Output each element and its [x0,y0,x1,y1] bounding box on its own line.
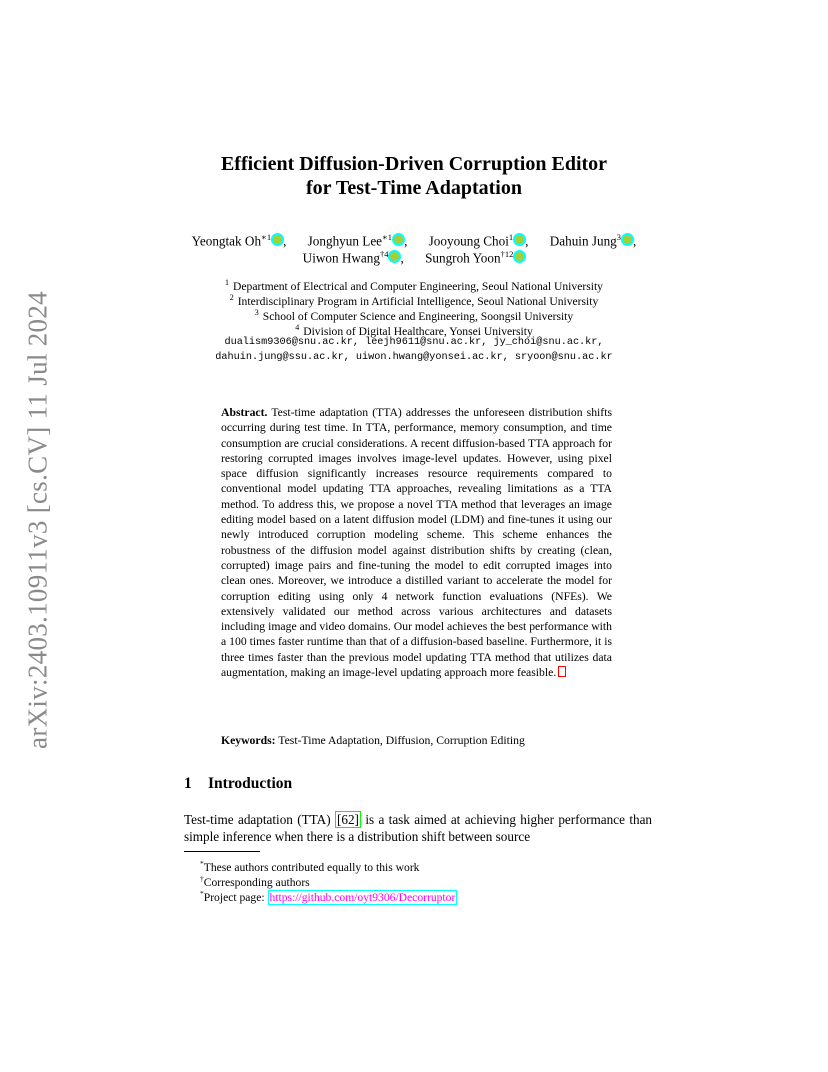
paper-title-line-1: Efficient Diffusion-Driven Corruption Editor [220,153,608,175]
author-emails-line-2: dahuin.jung@ssu.ac.kr, uiwon.hwang@yonsei.ac.kr, sryoon@snu.ac.kr [215,352,613,363]
project-page-link[interactable]: https://github.com/oyt9306/Decorruptor [269,890,456,904]
affiliation: $^4$ Division of Digital Healthcare, Yonsei University [295,323,533,338]
author-list-row-2 [150,246,678,266]
affiliation: $^3$ School of Computer Science and Engineering, Soongsil University [254,308,574,323]
keywords [221,733,612,748]
section-title: Introduction [208,775,293,792]
footnote: *These authors contributed equally to this work [200,859,420,874]
section-number: 1 [184,775,192,792]
intro-paragraph: Test-time adaptation (TTA) [62] is a task aimed at achieving higher performance than simple inference when there is a distribution shift between source [184,812,653,844]
citation-link[interactable]: [62] [336,812,359,827]
author: Uiwon Hwang$^{\dagger 4}$ , [302,249,404,266]
orcid-icon[interactable] [272,234,283,245]
abstract [221,405,612,680]
arxiv-identifier[interactable]: arXiv:2403.10911v3 [cs.CV] 11 Jul 2024 [22,291,53,749]
paper-title-line-2: for Test-Time Adaptation [306,177,522,199]
footnote-divider [184,851,260,852]
orcid-icon[interactable] [622,234,633,245]
abstract-text: Test-time adaptation (TTA) addresses the unforeseen distribution shifts occurring during test time. In TTA, performance, memory consumption, and time consumption are crucial considerations. A recent diffusion-based TTA approach for restoring corrupted images involves image-level updates. However, using pixel space diffusion significantly increases resource requirements compared to conventional model updating TTA approaches, revealing limitations as a TTA method. To address this, we propose a novel TTA method that leverages an image editing model based on a latent diffusion model (LDM) and fine-tunes it using our newly introduced corruption modeling scheme. This scheme enhances the robustness of the diffusion model against distribution shifts by creating (clean, corrupted) image pairs and fine-tuning the model to edit corrupted images into clean ones. Moreover, we introduce a distilled variant to accelerate the model for corruption editing using only 4 network function evaluations (NFEs). We extensively validated our method across various architectures and datasets including image and video domains. Our model achieves the best performance with a 100 times faster runtime than that of a diffusion-based baseline. Furthermore, it is three times faster than the previous model updating TTA method that utilizes data augmentation, making an image-level updating approach more feasible. [221,406,612,680]
author: Yeongtak $Oh^{∗1}$ , [191,232,287,249]
abstract-label: Abstract. [221,406,268,419]
keywords-text: Test-Time Adaptation, Diffusion, Corruption Editing [278,734,525,747]
orcid-icon[interactable] [389,251,400,262]
orcid-icon[interactable] [393,234,404,245]
footnote: †Corresponding authors [200,874,310,889]
author-emails-line-1: dualism9306@snu.ac.kr, leejh9611@snu.ac.kr, jy_choi@snu.ac.kr, [224,337,604,348]
affiliation: $^2$ Interdisciplinary Program in Artificial Intelligence, Seoul National University [229,293,599,308]
keywords-label: Keywords: [221,734,276,747]
author: Dahuin Jung$^3$ , [549,232,637,249]
footnote: *Project page: https://github.com/oyt9306/Decorruptor [200,889,456,904]
section-heading [184,775,292,793]
footnote-link[interactable] [558,666,566,677]
author: Jooyoung Choi$^1$ , [428,232,529,249]
orcid-icon[interactable] [514,251,525,262]
author: Sungroh Yoon$^{\dagger 12}$ [425,246,525,266]
affiliation: $^1$ Department of Electrical and Computer Engineering, Seoul National University [225,278,603,293]
orcid-icon[interactable] [514,234,525,245]
author: Jonghyun Lee$^{∗1}$ , [307,232,408,249]
